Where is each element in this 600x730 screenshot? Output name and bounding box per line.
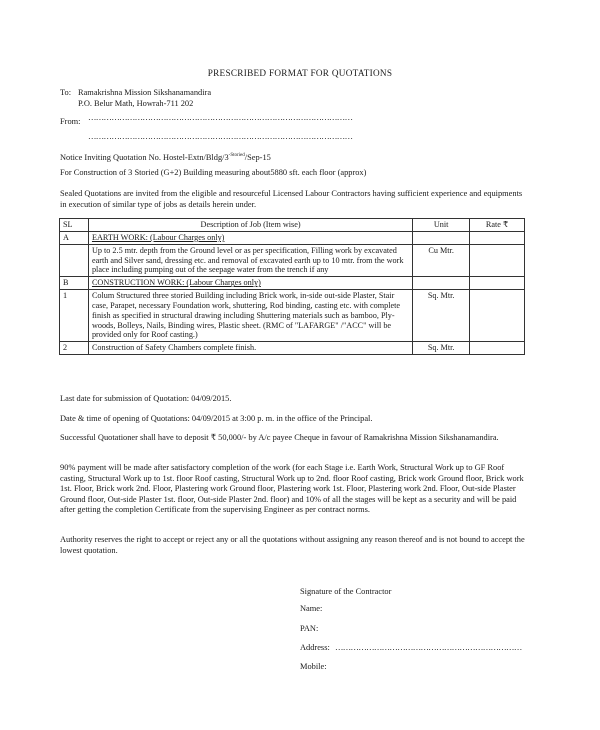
deposit-paragraph: Successful Quotationer shall have to deposit ₹ 50,000/- by A/c payee Cheque in favour of Ramakrishna Mission Sikshanamandira. — [60, 433, 499, 442]
row-rate — [470, 290, 525, 342]
table-header-row — [60, 219, 525, 232]
row-rate — [470, 342, 525, 355]
document-title: PRESCRIBED FORMAT FOR QUOTATIONS — [207, 68, 393, 78]
from-dots-2: ………………………………………………………………………………………… — [88, 132, 353, 141]
signature-title: Signature of the Contractor — [300, 587, 392, 596]
from-label: From: — [60, 117, 81, 126]
header-sl: SL — [60, 219, 89, 232]
address-dots: ……………………………………………………………… — [335, 643, 522, 652]
payment-paragraph: 90% payment will be made after satisfactory completion of the work (for each Stage i.e. Earth Work, Structural Work up to GF Roof casting, Structural Work up to 1st. floor Roof casting, Structural Work up to 2nd. floor Roof casting, Brick work Ground floor, Brick work 1st. Floor, Brick work 2nd. Floor, Plastering work Ground floor, Plastering work 1st. Floor, Plastering work 2nd. Floor, Out-side Plaster Ground floor, Out-side Plaster 1st. floor, Out-side Plaster 2nd. floor) and 10% of all the stages will be kept as a security and will be paid after getting the completion Certificate from the supervising Engineer as per contract norms. — [60, 463, 524, 514]
notice-line — [60, 153, 271, 164]
row-description: Colum Structured three storied Building including Brick work, in-side out-side Plaster, Stair case, Parapet, necessary Foundation work, shuttering, Rod binding, casting etc. with complete finish as specified in structural drawing including Shuttering materials such as bamboo, Ply-woods, Bolleys, Nails, Binding wires, Plastic sheet. (RMC of "LAFARGE" /"ACC" will be provided only for Roof casting.) — [88, 290, 412, 342]
row-description: Up to 2.5 mtr. depth from the Ground level or as per specification, Filling work by excavated earth and Silver sand, dressing etc. and removal of excavated earth up to 10 mtr. from the work place including pumping out of the seepage water from the trench if any — [88, 244, 412, 277]
table-row — [60, 290, 525, 342]
table-row — [60, 342, 525, 355]
notice-text: Notice Inviting Quotation No. Hostel-Extn/Bldg/3 — [60, 153, 229, 162]
to-line-2: P.O. Belur Math, Howrah-711 202 — [78, 99, 194, 108]
signature-pan: PAN: — [300, 624, 319, 633]
signature-name: Name: — [300, 604, 323, 613]
notice-sup: -Storied — [228, 153, 245, 159]
row-rate — [470, 231, 525, 244]
signature-address: Address: — [300, 643, 330, 652]
authority-paragraph: Authority reserves the right to accept or reject any or all the quotations without assigning any reason thereof and is not bound to accept the lowest quotation. — [60, 535, 525, 555]
to-line-1: Ramakrishna Mission Sikshanamandira — [78, 88, 212, 97]
row-sl: 2 — [60, 342, 89, 355]
notice-tail: /Sep-15 — [244, 153, 271, 162]
row-sl — [60, 244, 89, 277]
header-description: Description of Job (Item wise) — [88, 219, 412, 232]
row-sl: 1 — [60, 290, 89, 342]
opening-line: Date & time of opening of Quotations: 04/09/2015 at 3:00 p. m. in the office of the Principal. — [60, 414, 373, 423]
table-row — [60, 244, 525, 277]
row-unit — [413, 277, 470, 290]
table-row — [60, 277, 525, 290]
row-unit: Sq. Mtr. — [413, 290, 470, 342]
row-sl: A — [60, 231, 89, 244]
last-date-line: Last date for submission of Quotation: 04/09/2015. — [60, 394, 232, 403]
header-unit: Unit — [413, 219, 470, 232]
table-row — [60, 231, 525, 244]
row-rate — [470, 277, 525, 290]
header-rate: Rate ₹ — [470, 219, 525, 232]
intro-paragraph: Sealed Quotations are invited from the eligible and resourceful Licensed Labour Contractors having sufficient experience and equipments in execution of similar type of jobs as details herein under. — [60, 189, 523, 209]
row-description: Construction of Safety Chambers complete finish. — [88, 342, 412, 355]
signature-mobile: Mobile: — [300, 662, 327, 671]
construction-line: For Construction of 3 Storied (G+2) Building measuring about5880 sft. each floor (approx) — [60, 168, 367, 177]
row-unit — [413, 231, 470, 244]
jobs-table — [59, 218, 525, 355]
row-unit: Sq. Mtr. — [413, 342, 470, 355]
row-sl: B — [60, 277, 89, 290]
row-description: CONSTRUCTION WORK: (Labour Charges only) — [88, 277, 412, 290]
row-rate — [470, 244, 525, 277]
row-unit: Cu Mtr. — [413, 244, 470, 277]
row-description: EARTH WORK: (Labour Charges only) — [88, 231, 412, 244]
to-label: To: — [60, 88, 72, 97]
from-dots-1: ………………………………………………………………………………………… — [88, 113, 353, 122]
